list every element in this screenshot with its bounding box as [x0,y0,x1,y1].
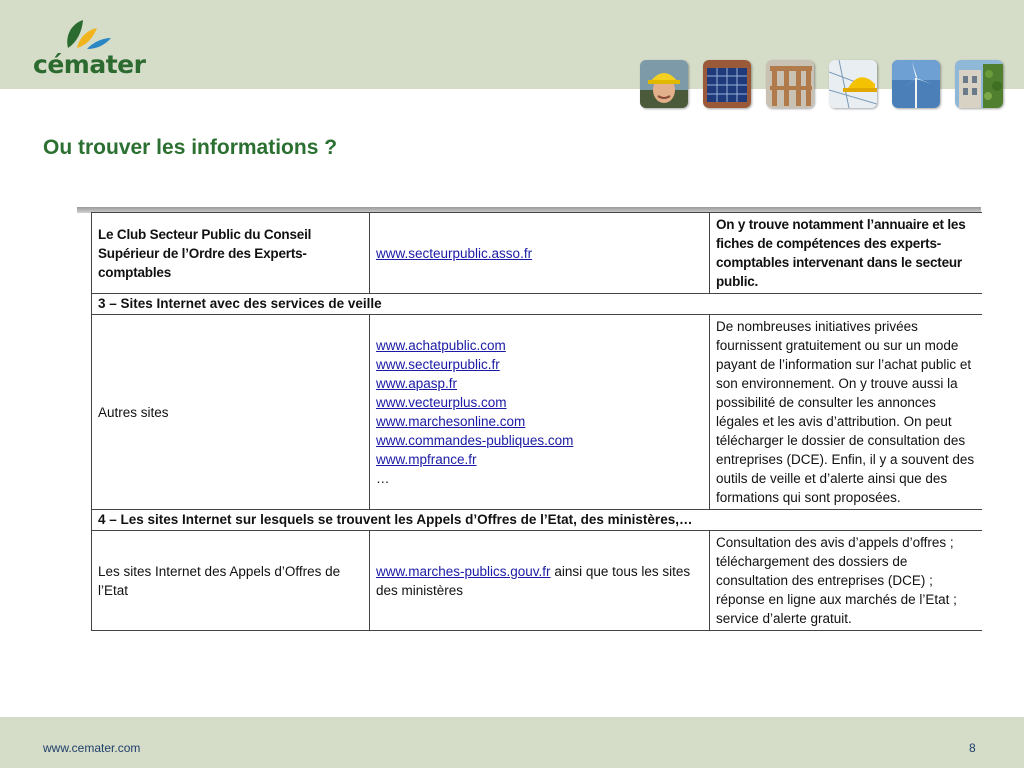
etat-name-cell: Les sites Internet des Appels d’Offres de l’Etat [92,531,370,631]
green-wall-building-photo-icon [955,60,1003,108]
link-secteurpublic-asso[interactable]: www.secteurpublic.asso.fr [376,245,533,261]
section-3-row [92,294,982,315]
solar-panels-photo-icon [703,60,751,108]
club-name-cell: Le Club Secteur Public du Conseil Supérieur de l’Ordre des Experts-comptables [92,213,370,294]
table-row-club [92,213,982,294]
page-title: Ou trouver les informations ? [43,136,338,159]
etat-link-suffix: ainsi que tous les sites des ministères [376,563,691,598]
brand-name: cémater [33,50,146,79]
links-ellipsis: … [376,471,390,486]
autres-links-cell [370,315,710,510]
section-4-row [92,510,982,531]
worker-helmet-photo-icon [640,60,688,108]
table-row-autres [92,315,982,510]
section-3-header: 3 – Sites Internet avec des services de veille [92,294,982,315]
wood-frame-photo-icon [766,60,814,108]
link-marches-publics-gouv[interactable]: www.marches-publics.gouv.fr [376,563,551,579]
section-4-header: 4 – Les sites Internet sur lesquels se trouvent les Appels d’Offres de l’Etat, des ministères,… [92,510,982,531]
table-row-etat [92,531,982,631]
cemater-leaf-icon [63,18,113,52]
page-number: 8 [969,741,976,755]
link-apasp[interactable]: www.apasp.fr [376,376,458,391]
autres-name-cell: Autres sites [92,315,370,510]
info-sources-table [91,212,982,631]
footer-url[interactable]: www.cemater.com [43,741,141,755]
wind-turbine-photo-icon [892,60,940,108]
footer-band [0,717,1024,768]
etat-link-cell [370,531,710,631]
cemater-logo[interactable] [33,18,163,80]
club-link-cell [370,213,710,294]
etat-description-cell: Consultation des avis d’appels d’offres ; téléchargement des dossiers de consultation des entreprises (DCE) ; réponse en ligne aux marchés de l’Etat ; service d’alerte gratuit. [710,531,982,631]
autres-description-cell: De nombreuses initiatives privées fournissent gratuitement ou sur un mode payant de l’information sur l’achat public et son environnement. On y trouve aussi la possibilité de consulter les annonces légales et les avis d’attribution. On peut télécharger le dossier de consultation des entreprises (DCE). Enfin, il y a souvent des outils de veille et d’alerte ainsi que des formations qui sont proposées. [710,315,982,510]
blueprint-helmet-photo-icon [829,60,877,108]
club-description-cell: On y trouve notamment l’annuaire et les fiches de compétences des experts-comptables intervenant dans le secteur public. [710,213,982,294]
link-commandes-publiques[interactable]: www.commandes-publiques.com [376,433,574,448]
link-secteurpublic[interactable]: www.secteurpublic.fr [376,357,500,372]
link-mpfrance[interactable]: www.mpfrance.fr [376,452,477,467]
link-vecteurplus[interactable]: www.vecteurplus.com [376,395,507,410]
link-marchesonline[interactable]: www.marchesonline.com [376,414,526,429]
link-achatpublic[interactable]: www.achatpublic.com [376,338,506,353]
